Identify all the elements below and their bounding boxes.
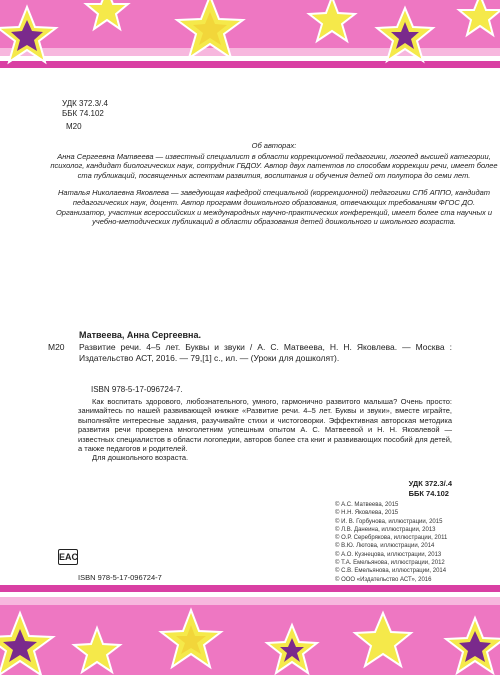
- copyright-list: [335, 501, 447, 584]
- record-author: Матвеева, Анна Сергеевна.: [79, 330, 201, 340]
- bottom-light-stripe: [0, 597, 500, 605]
- copyright-line: © ООО «Издательство АСТ», 2016: [335, 576, 432, 583]
- bottom-decorative-band: [0, 585, 500, 675]
- about-heading: Об авторах:: [251, 141, 297, 150]
- copyright-line: © С.В. Емельянова, иллюстрации, 2014: [335, 568, 447, 575]
- purple-star-icon: [0, 607, 60, 675]
- bottom-isbn: ISBN 978-5-17-096724-7: [78, 573, 162, 582]
- bottom-dark-stripe: [0, 585, 500, 592]
- yellow-star-icon: [170, 0, 250, 68]
- audience-text: Для дошкольного возраста.: [92, 453, 189, 463]
- udk-code-2: УДК 372.3/.4: [408, 479, 452, 488]
- copyright-line: © О.Р. Серебрякова, иллюстрации, 2011: [335, 535, 448, 542]
- purple-star-icon: [262, 621, 322, 675]
- copyright-line: © Н.Н. Яковлева, 2015: [335, 510, 399, 517]
- yellow-star-icon: [305, 0, 360, 49]
- author2-bio: Наталья Николаевна Яковлева — заведующая кафедрой специальной (коррекционной) педагогики СПб АППО, кандидат педагогических наук, доцент. Автор программ дошкольного образования, отвечающих требованиям ФГОС ДО. Организатор, участник всероссийских и международных научно-практических конференций, имеет более ста научных и учебно-методических публикаций в области образования детей дошкольного и школьного возраста.: [55, 188, 493, 227]
- record-classification-codes: [409, 479, 452, 499]
- yellow-star-icon: [455, 0, 500, 42]
- purple-star-icon: [440, 613, 500, 675]
- record-isbn: ISBN 978-5-17-096724-7.: [91, 385, 183, 394]
- classification-codes: [62, 99, 108, 119]
- copyright-line: © В.Ю. Лютова, иллюстрации, 2014: [335, 543, 435, 550]
- purple-star-icon: [0, 2, 62, 68]
- author1-bio: Анна Сергеевна Матвеева — известный специалист в области коррекционной педагогики, логопед высшей категории, психолог, кандидат биологических наук, сотрудник ГБДОУ. Автор двух патентов по способам коррекции речи, имеет более ста публикаций, посвященных аспектам развития, воспитания и обучения детей от полутора до семи лет.: [50, 151, 498, 180]
- annotation-text: Как воспитать здорового, любознательного, умного, гармонично развитого малыша? Очень просто: занимайтесь по нашей развивающей книжке «Развитие речи. 4–5 лет. Буквы и звуки», вместе играйте, выполняйте интересные задания, разучивайте стихи и чистоговорки. Эффективная авторская методика развития речи проверена многолетним успешным опытом А. С. Матвеевой и Н. Н. Яковлевой — известных специалистов в области логопедии, авторов более ста книг и развивающих пособий для детей, а также педагогов и родителей.: [78, 397, 452, 454]
- record-author-mark: М20: [48, 342, 65, 352]
- annotation: [78, 397, 452, 463]
- top-decorative-band: [0, 0, 500, 68]
- yellow-star-icon: [70, 625, 125, 675]
- copyright-line: © А.С. Матвеева, 2015: [335, 502, 399, 508]
- yellow-star-icon: [155, 605, 227, 675]
- record-description: Развитие речи. 4–5 лет. Буквы и звуки / А. С. Матвеева, Н. Н. Яковлева. — Москва : Издательство АСТ, 2016. — 79,[1] с., ил. — (Уроки для дошколят).: [79, 342, 452, 363]
- yellow-star-icon: [350, 609, 416, 675]
- about-authors: [50, 141, 498, 235]
- author-mark: М20: [66, 122, 82, 131]
- udk-code: УДК 372.3/.4: [62, 99, 108, 108]
- eac-certification-icon: EAC: [58, 549, 78, 565]
- bbk-code-2: ББК 74.102: [408, 489, 449, 498]
- yellow-star-icon: [82, 0, 132, 36]
- copyright-line: © Л.В. Данеина, иллюстрации, 2013: [335, 526, 436, 533]
- copyright-line: © И. В. Горбунова, иллюстрации, 2015: [335, 518, 443, 525]
- purple-star-icon: [372, 4, 438, 68]
- copyright-line: © А.О. Кузнецова, иллюстрации, 2013: [335, 551, 442, 558]
- bbk-code: ББК 74.102: [62, 109, 104, 118]
- copyright-line: © Т.А. Емельянова, иллюстрации, 2012: [335, 560, 445, 567]
